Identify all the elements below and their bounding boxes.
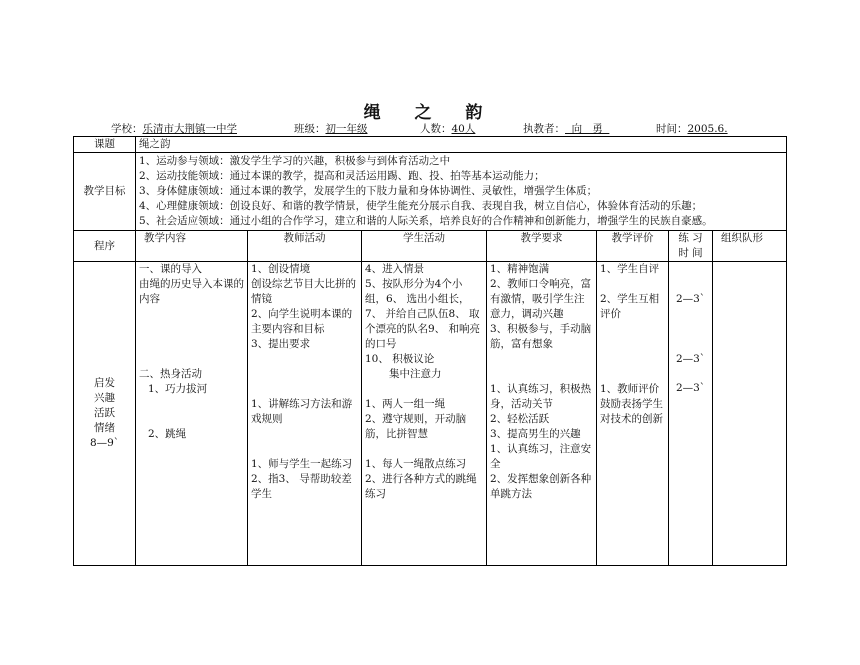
content-item: 由绳的历史导入本课的内容 bbox=[139, 278, 244, 305]
formation-cell bbox=[713, 262, 787, 566]
requirement-cell bbox=[487, 262, 597, 566]
practice-cell bbox=[669, 262, 713, 566]
teacher-item: 3、提出要求 bbox=[251, 338, 311, 350]
grade-label: 班级： bbox=[294, 123, 326, 135]
goal-item: 2、运动技能领域：通过本课的教学，提高和灵活运用踢、跑、投、拍等基本运动能力； bbox=[139, 170, 545, 182]
stage-row bbox=[74, 262, 787, 566]
content-item: 1、巧力拔河 bbox=[148, 383, 208, 395]
header-content: 教学内容 bbox=[136, 231, 248, 262]
count-label: 人数： bbox=[420, 123, 452, 135]
count-field bbox=[420, 121, 475, 136]
content-item: 2、跳绳 bbox=[148, 428, 187, 440]
teacher-item: 2、指3、 导帮助较差学生 bbox=[251, 473, 352, 500]
content-item: 一、课的导入 bbox=[139, 263, 202, 275]
time-field bbox=[656, 121, 728, 136]
teacher-item: 创设综艺节目大比拼的情镜 bbox=[251, 278, 356, 305]
count-value: 40人 bbox=[451, 123, 476, 135]
student-item: 5、按队形分为4个小组，6、 选出小组长，7、 并给自己队伍8、 取个漂亮的队名9、 和响亮的口号 bbox=[365, 278, 481, 350]
requirement-item: 1、精神饱满 bbox=[490, 263, 550, 275]
time-value: 2005.6. bbox=[687, 123, 728, 135]
practice-time: 2—3` bbox=[675, 353, 706, 365]
teacher-value: 向 勇 bbox=[565, 123, 610, 135]
student-activity-cell bbox=[362, 262, 487, 566]
student-item: 1、每人一绳散点练习 bbox=[365, 458, 467, 470]
evaluation-item: 1、学生自评 bbox=[600, 263, 660, 275]
info-row bbox=[0, 121, 860, 135]
evaluation-item: 2、学生互相评价 bbox=[600, 293, 660, 320]
student-item: 1、两人一组一绳 bbox=[365, 398, 446, 410]
requirement-item: 2、发挥想象创新各种单跳方法 bbox=[490, 473, 592, 500]
topic-row bbox=[74, 137, 787, 153]
goal-item: 5、社会适应领域：通过小组的合作学习，建立和谐的人际关系，培养良好的合作精神和创新能力，增强学生的民族自豪感。 bbox=[139, 215, 713, 227]
requirement-item: 1、认真练习，注意安全 bbox=[490, 443, 592, 470]
requirement-item: 3、提高男生的兴趣 bbox=[490, 428, 581, 440]
teacher-item: 1、讲解练习方法和游戏规则 bbox=[251, 398, 353, 425]
goals-label: 教学目标 bbox=[74, 153, 136, 231]
goals-row bbox=[74, 153, 787, 231]
topic-value: 绳之韵 bbox=[136, 137, 787, 153]
header-formation: 组织队形 bbox=[713, 231, 787, 262]
grade-field bbox=[294, 121, 368, 136]
student-item: 集中注意力 bbox=[389, 368, 442, 380]
teacher-field bbox=[523, 121, 609, 136]
teacher-item: 2、向学生说明本课的主要内容和目标 bbox=[251, 308, 353, 335]
content-cell bbox=[136, 262, 248, 566]
stage-line: 活跃 bbox=[94, 407, 115, 419]
requirement-item: 2、轻松活跃 bbox=[490, 413, 550, 425]
evaluation-item: 1、教师评价鼓励表扬学生对技术的创新 bbox=[600, 383, 663, 425]
evaluation-cell bbox=[597, 262, 669, 566]
topic-label: 课题 bbox=[74, 137, 136, 153]
goal-item: 1、运动参与领域：激发学生学习的兴趣，积极参与到体育活动之中 bbox=[139, 155, 451, 167]
school-value: 乐清市大荆镇一中学 bbox=[142, 123, 237, 135]
requirement-item: 2、教师口令响亮，富有激情，吸引学生注意力，调动兴趣 bbox=[490, 278, 592, 320]
header-procedure: 程序 bbox=[74, 231, 136, 262]
stage-line: 启发 bbox=[94, 377, 115, 389]
header-row bbox=[74, 231, 787, 262]
school-label: 学校： bbox=[111, 123, 143, 135]
goal-item: 4、心理健康领域：创设良好、和谐的教学情景，使学生能充分展示自我、表现自我，树立自信心，体验体育活动的乐趣； bbox=[139, 200, 703, 212]
school-field bbox=[111, 121, 237, 136]
stage-line: 情绪 bbox=[94, 422, 115, 434]
teacher-label: 执教者： bbox=[523, 123, 565, 135]
requirement-item: 3、积极参与，手动脑筋，富有想象 bbox=[490, 323, 592, 350]
header-requirement: 教学要求 bbox=[487, 231, 597, 262]
header-evaluation: 教学评价 bbox=[597, 231, 669, 262]
student-item: 4、进入情景 bbox=[365, 263, 425, 275]
time-label: 时间： bbox=[656, 123, 688, 135]
practice-time: 2—3` bbox=[675, 293, 706, 305]
goals-list bbox=[136, 153, 787, 231]
practice-time: 2—3` bbox=[675, 382, 706, 394]
header-teacher: 教师活动 bbox=[248, 231, 362, 262]
requirement-item: 1、认真练习，积极热身，活动关节 bbox=[490, 383, 592, 410]
content-item: 二、热身活动 bbox=[139, 368, 202, 380]
grade-value: 初一年级 bbox=[325, 123, 368, 135]
header-student: 学生活动 bbox=[362, 231, 487, 262]
lesson-plan-table bbox=[73, 136, 787, 566]
stage-cell bbox=[74, 262, 136, 566]
teacher-item: 1、创设情境 bbox=[251, 263, 311, 275]
goal-item: 3、身体健康领域：通过本课的教学，发展学生的下肢力量和身体协调性、灵敏性，增强学生体质； bbox=[139, 185, 598, 197]
header-practice: 练 习 时 间 bbox=[669, 231, 713, 262]
student-item: 2、遵守规则，开动脑筋，比拼智慧 bbox=[365, 413, 467, 440]
student-item: 2、进行各种方式的跳绳练习 bbox=[365, 473, 477, 500]
page-title: 绳 之 韵 bbox=[363, 103, 497, 123]
stage-line: 兴趣 bbox=[94, 392, 115, 404]
teacher-activity-cell bbox=[248, 262, 362, 566]
teacher-item: 1、师与学生一起练习 bbox=[251, 458, 353, 470]
stage-line: 8—9` bbox=[89, 437, 120, 449]
student-item: 10、 积极议论 bbox=[365, 353, 435, 365]
